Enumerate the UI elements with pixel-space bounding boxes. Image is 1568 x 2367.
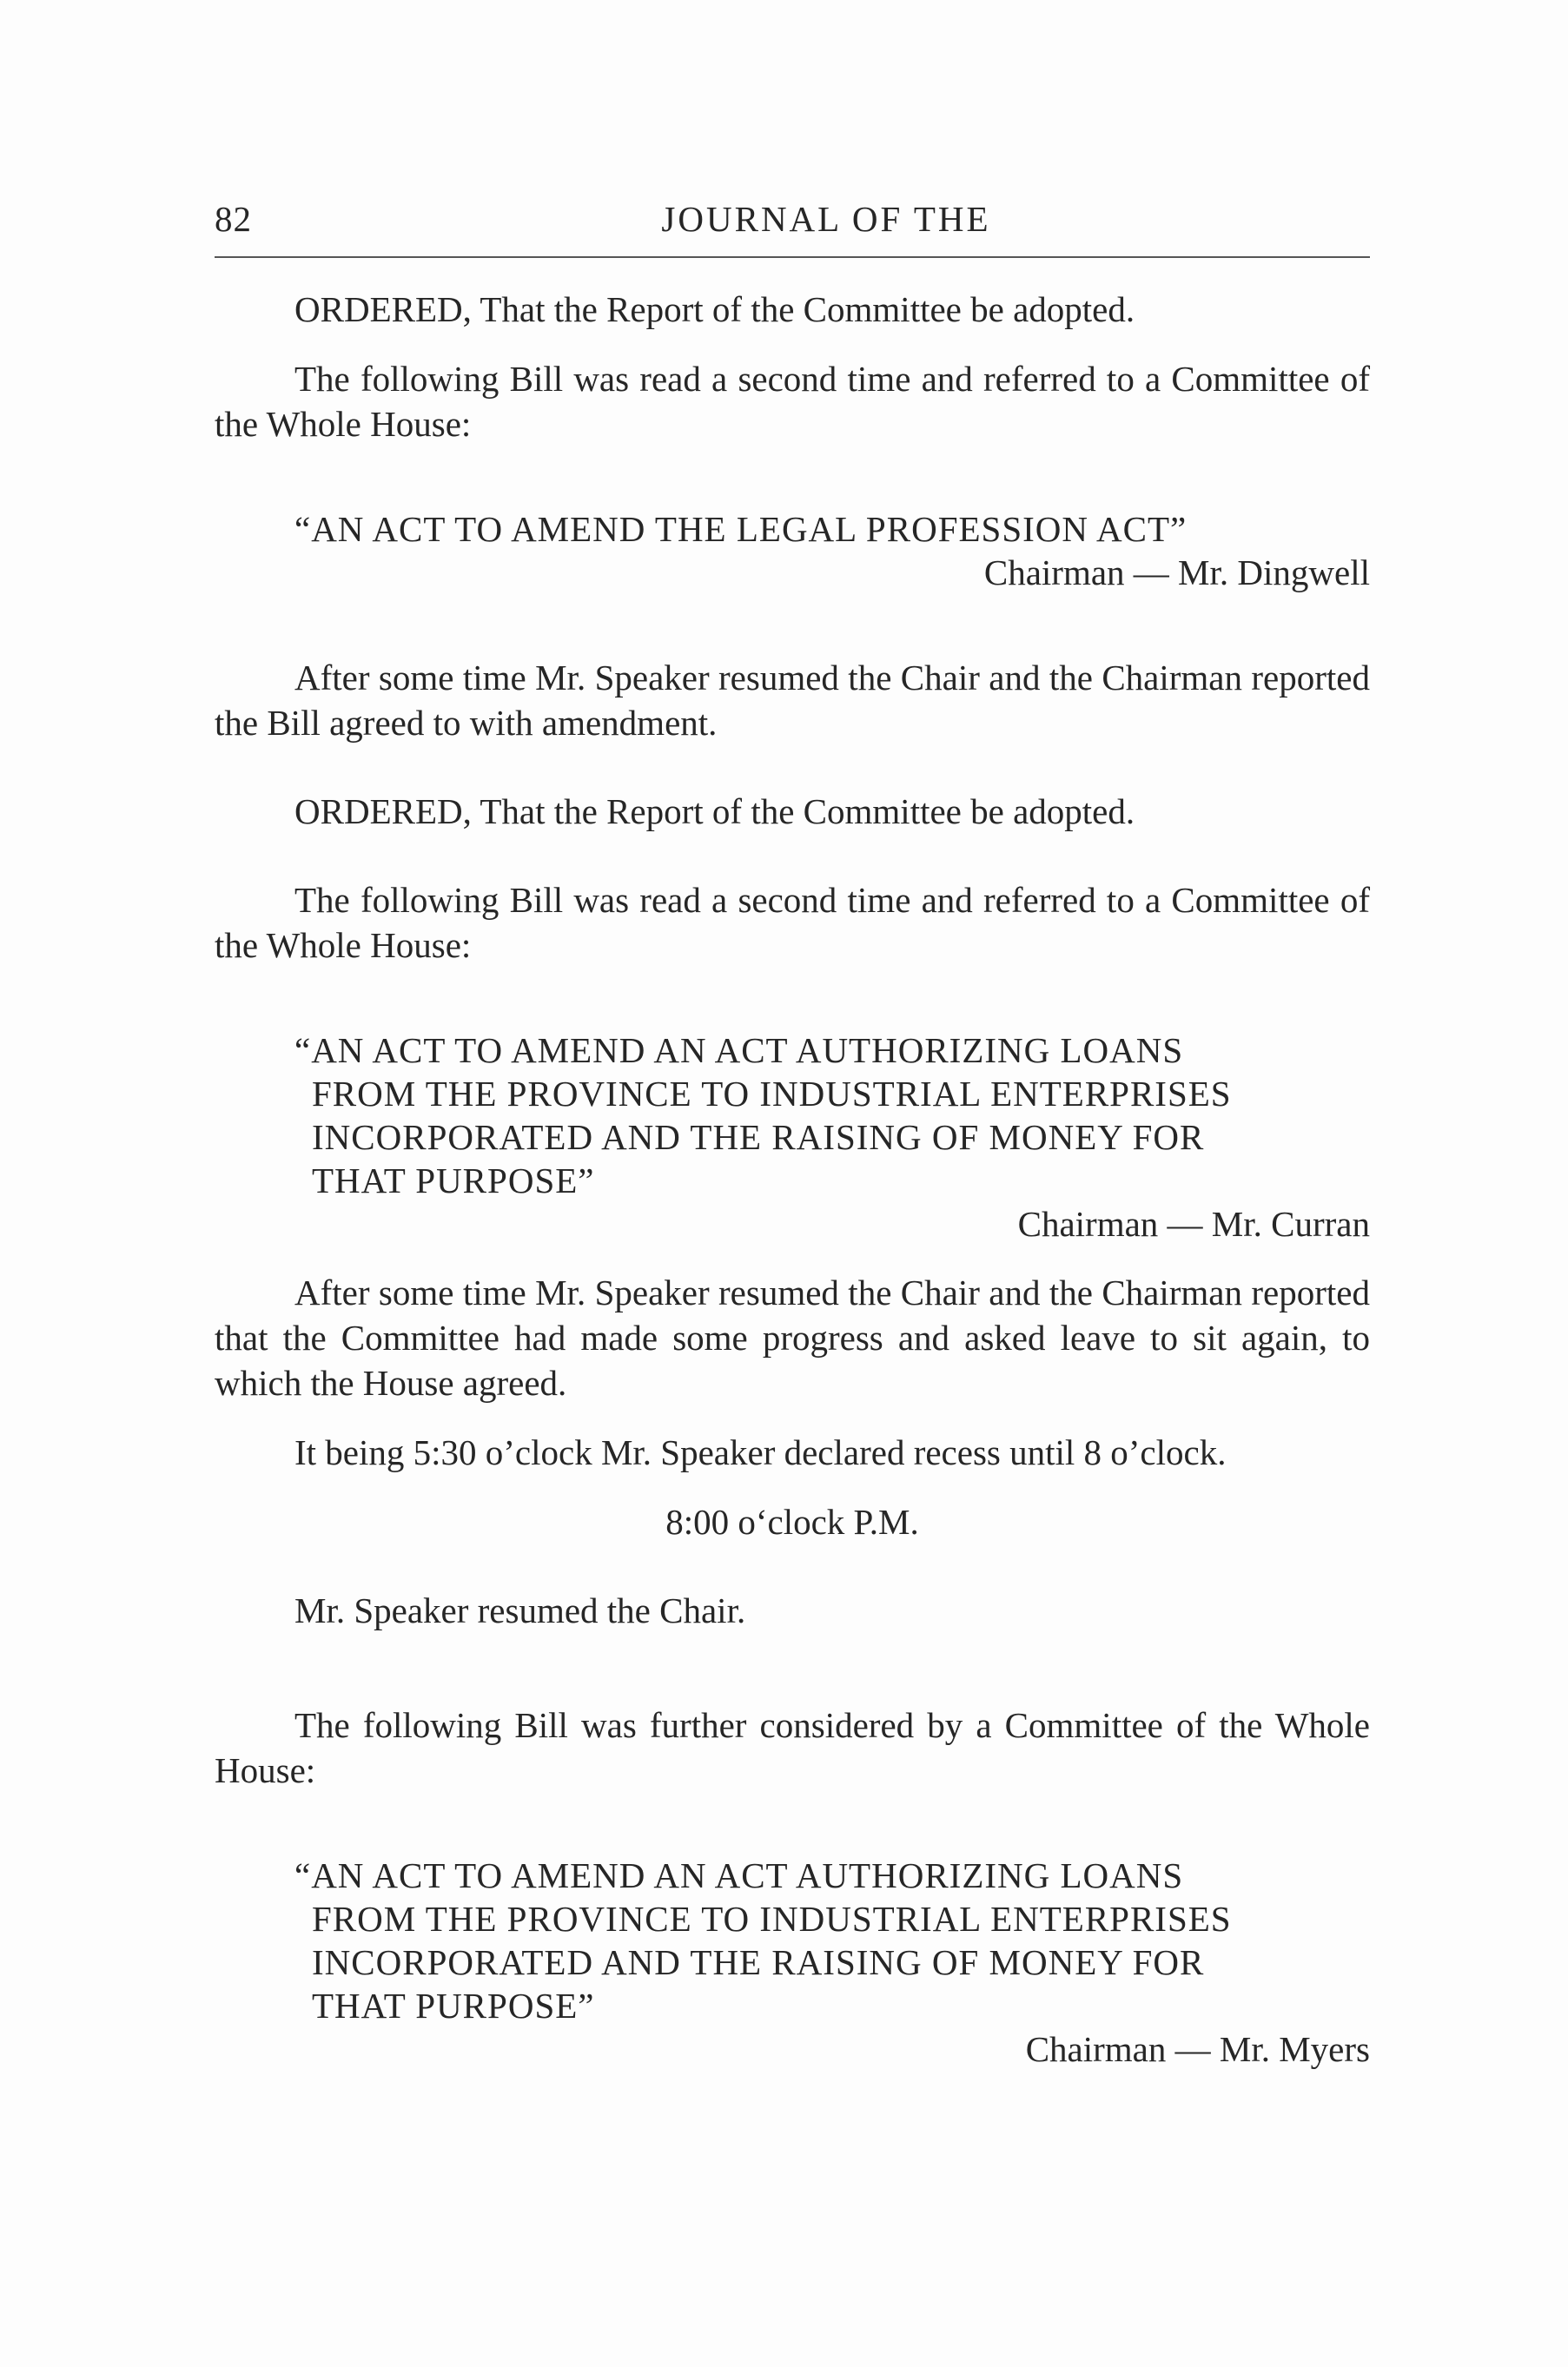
ordered-paragraph: ORDERED, That the Report of the Committee be adopted.: [294, 289, 1135, 329]
recess-paragraph: It being 5:30 o’clock Mr. Speaker declared recess until 8 o’clock.: [294, 1432, 1227, 1472]
bill-title-block: [215, 1854, 1370, 2027]
chairman-line: Chairman — Mr. Myers: [1025, 2029, 1370, 2069]
committee-report-paragraph: After some time Mr. Speaker resumed the Chair and the Chairman reported that the Committee had made some progress and asked leave to sit again, to which the House agreed.: [215, 1273, 1370, 1403]
bill-title-line: “AN ACT TO AMEND AN ACT AUTHORIZING LOANS: [294, 1030, 1184, 1070]
ordered-paragraph: ORDERED, That the Report of the Committee be adopted.: [294, 791, 1135, 831]
bill-title-block: [215, 1028, 1370, 1202]
page-body: [215, 287, 1370, 2071]
bill-title: “AN ACT TO AMEND THE LEGAL PROFESSION ACT”: [294, 509, 1188, 549]
bill-title-line: “AN ACT TO AMEND AN ACT AUTHORIZING LOANS: [294, 1855, 1184, 1895]
bill-title-line: THAT PURPOSE”: [312, 1160, 595, 1200]
bill-title-line: INCORPORATED AND THE RAISING OF MONEY FOR: [312, 1942, 1205, 1982]
page-header: [215, 198, 1370, 250]
header-rule: [215, 256, 1370, 258]
bill-title-line: FROM THE PROVINCE TO INDUSTRIAL ENTERPRISES: [312, 1899, 1232, 1939]
bill-reading-paragraph: The following Bill was read a second time and referred to a Committee of the Whole House:: [215, 880, 1370, 965]
speaker-resumed-paragraph: Mr. Speaker resumed the Chair.: [294, 1590, 746, 1630]
running-title: JOURNAL OF THE: [661, 199, 991, 239]
bill-title-line: INCORPORATED AND THE RAISING OF MONEY FOR: [312, 1117, 1205, 1157]
bill-title-line: THAT PURPOSE”: [312, 1986, 595, 2026]
bill-consideration-paragraph: The following Bill was further considered by a Committee of the Whole House:: [215, 1705, 1370, 1790]
chairman-line: Chairman — Mr. Curran: [1017, 1204, 1370, 1244]
time-heading: 8:00 o‘clock P.M.: [665, 1502, 919, 1542]
committee-report-paragraph: After some time Mr. Speaker resumed the Chair and the Chairman reported the Bill agreed to with amendment.: [215, 658, 1370, 743]
bill-reading-paragraph: The following Bill was read a second time and referred to a Committee of the Whole House:: [215, 359, 1370, 444]
page-number: 82: [215, 199, 252, 239]
bill-title-line: FROM THE PROVINCE TO INDUSTRIAL ENTERPRISES: [312, 1074, 1232, 1114]
chairman-line: Chairman — Mr. Dingwell: [983, 552, 1370, 592]
